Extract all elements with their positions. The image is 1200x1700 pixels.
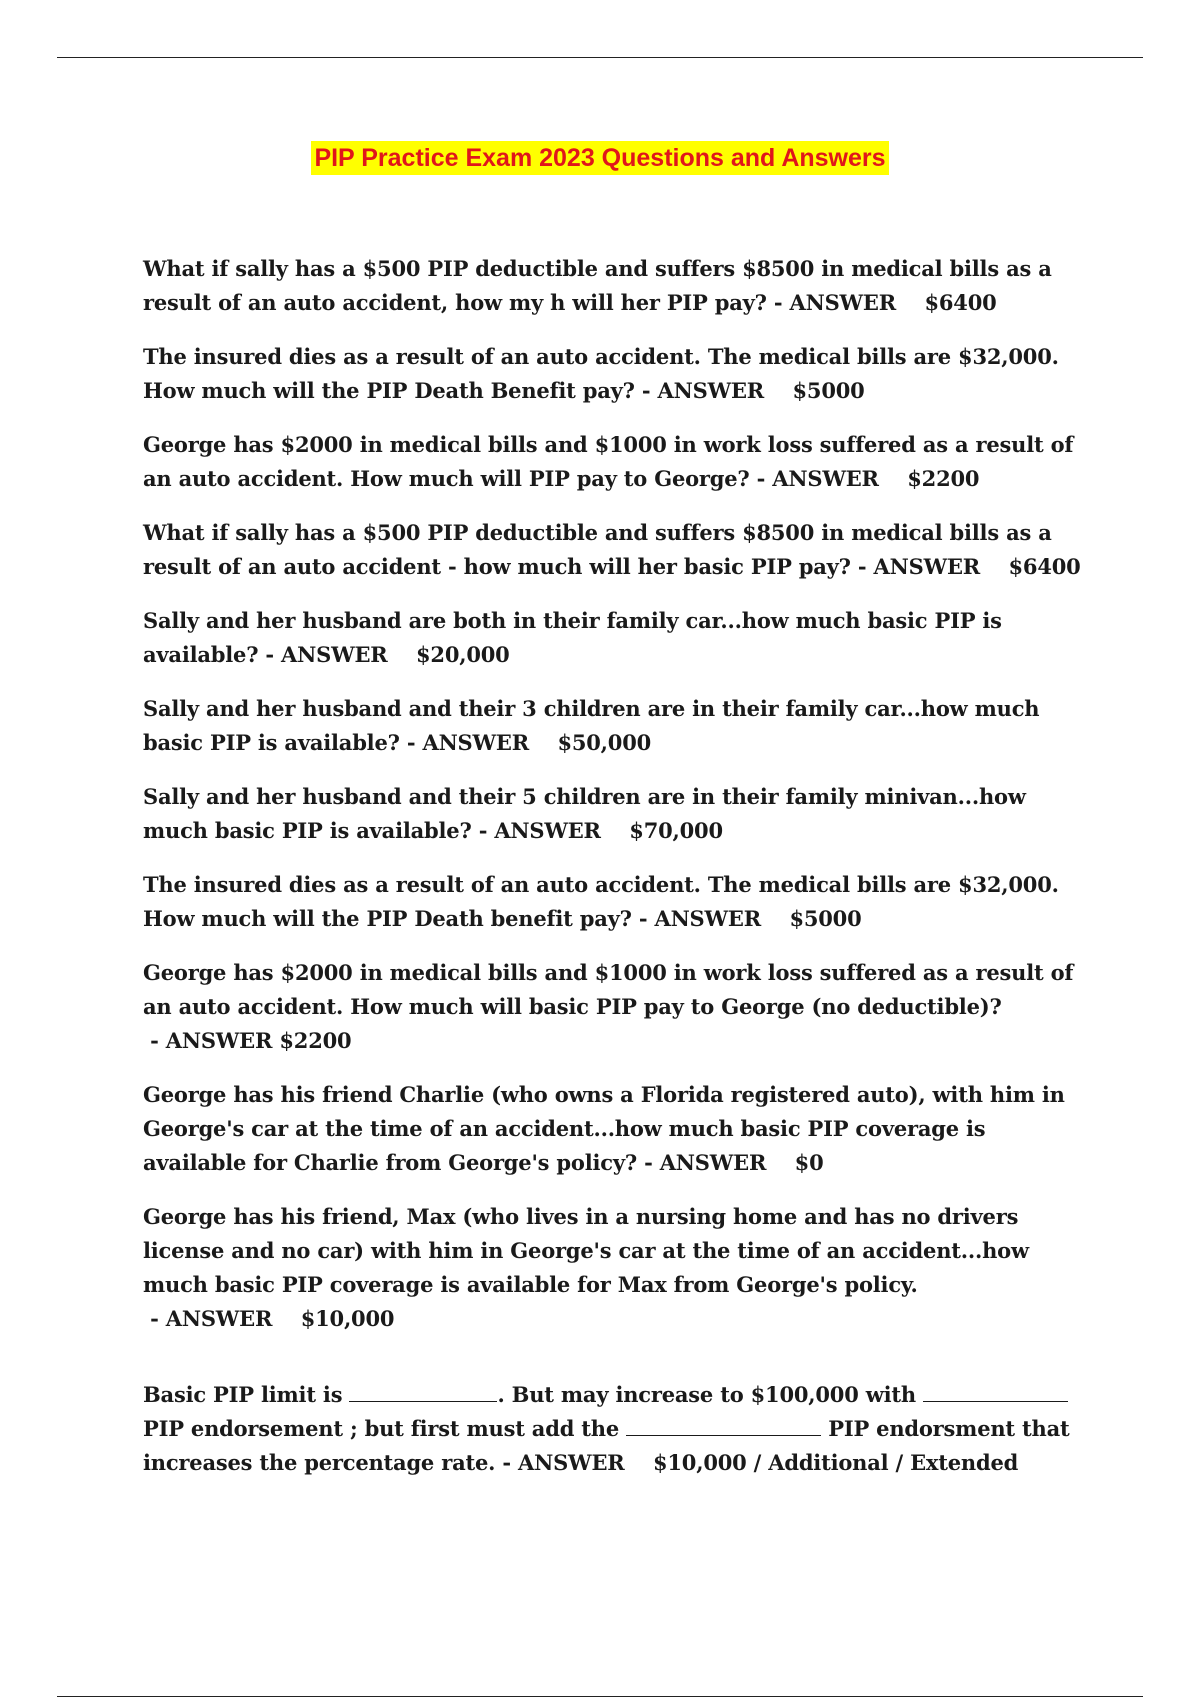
answer-marker: - ANSWER: [471, 818, 601, 843]
answer-text: [388, 642, 510, 667]
question-text-part: PIP endorsment that increases the percentage rate.: [143, 1416, 1070, 1475]
qa-item: [143, 692, 1093, 760]
qa-item: [143, 956, 1093, 1058]
qa-item: [143, 428, 1093, 496]
blank-line: [626, 1415, 821, 1436]
answer-value: $20,000: [416, 642, 510, 667]
answer-text: [601, 818, 723, 843]
answer-marker: - ANSWER: [766, 290, 896, 315]
qa-item: [143, 868, 1093, 936]
question-text: Sally and her husband are both in their family car...how much basic PIP is available?: [143, 608, 1002, 667]
answer-value: $6400: [924, 290, 997, 315]
answer-text: [529, 730, 651, 755]
question-text-part: PIP endorsement ; but first must add the: [143, 1416, 627, 1441]
qa-item: [143, 780, 1093, 848]
question-text: What if sally has a $500 PIP deductible and suffers $8500 in medical bills as a result of an auto accident, how my h will her PIP pay?: [143, 256, 1052, 315]
document-title: PIP Practice Exam 2023 Questions and Answers: [311, 141, 888, 175]
answer-value: $6400: [1008, 554, 1081, 579]
answer-text: [879, 466, 980, 491]
answer-value: $5000: [792, 378, 865, 403]
qa-item: [143, 604, 1093, 672]
question-text-part: Basic PIP limit is: [143, 1382, 350, 1407]
question-text: What if sally has a $500 PIP deductible and suffers $8500 in medical bills as a result of an auto accident - how much will her basic PIP pay?: [143, 520, 1052, 579]
answer-text: [766, 1150, 823, 1175]
question-text-part: . But may increase to $100,000 with: [497, 1382, 924, 1407]
qa-item: [143, 516, 1093, 584]
answer-marker: - ANSWER: [636, 1150, 767, 1175]
answer-value: $0: [794, 1150, 824, 1175]
question-text: George has his friend, Max (who lives in a nursing home and has no drivers license and no car) with him in George's car at the time of an accident...how much basic PIP coverage is available for Max from George's policy.: [143, 1204, 1029, 1297]
answer-marker: - ANSWER: [143, 1306, 273, 1331]
question-text: The insured dies as a result of an auto accident. The medical bills are $32,000. How much will the PIP Death Benefit pay?: [143, 344, 1059, 403]
question-text: George has $2000 in medical bills and $1000 in work loss suffered as a result of an auto accident. How much will basic PIP pay to George (no deductible)?: [143, 960, 1074, 1019]
question-text: Sally and her husband and their 3 children are in their family car...how much basic PIP is available?: [143, 696, 1040, 755]
answer-text: [761, 906, 862, 931]
answer-marker: - ANSWER: [850, 554, 981, 579]
qa-item: [143, 340, 1093, 408]
question-text: Sally and her husband and their 5 children are in their family minivan...how much basic PIP is available?: [143, 784, 1026, 843]
blank-line: [349, 1381, 497, 1402]
answer-marker: - ANSWER: [634, 378, 765, 403]
qa-item: [143, 1200, 1093, 1336]
bottom-rule: [57, 1696, 1143, 1697]
blank-line: [923, 1381, 1068, 1402]
answer-value: $10,000 / Additional / Extended: [652, 1450, 1019, 1475]
answer-value: $2200: [907, 466, 980, 491]
answer-text: [896, 290, 997, 315]
answer-value: $70,000: [629, 818, 723, 843]
answer-marker: - ANSWER: [143, 1028, 273, 1053]
qa-item: [143, 252, 1093, 320]
answer-value: $5000: [789, 906, 862, 931]
answer-text: [764, 378, 865, 403]
answer-text: [272, 1306, 394, 1331]
question-text: George has $2000 in medical bills and $1000 in work loss suffered as a result of an auto accident. How much will PIP pay to George?: [143, 432, 1074, 491]
answer-marker: - ANSWER: [258, 642, 388, 667]
question-text: George has his friend Charlie (who owns a Florida registered auto), with him in George's car at the time of an accident...how much basic PIP coverage is available for Charlie from George's policy?: [143, 1082, 1065, 1175]
question-text: The insured dies as a result of an auto accident. The medical bills are $32,000. How much will the PIP Death benefit pay?: [143, 872, 1059, 931]
answer-text: [980, 554, 1081, 579]
qa-list: [143, 252, 1093, 1356]
qa-item: [143, 1078, 1093, 1180]
answer-marker: - ANSWER: [749, 466, 879, 491]
title-container: [0, 141, 1200, 175]
answer-value: $50,000: [557, 730, 652, 755]
answer-value: $2200: [279, 1028, 352, 1053]
answer-marker: - ANSWER: [495, 1450, 625, 1475]
qa-item-fill-in-blank: [143, 1378, 1093, 1480]
answer-text: [625, 1450, 1019, 1475]
top-rule: [57, 57, 1143, 58]
answer-marker: - ANSWER: [399, 730, 529, 755]
answer-marker: - ANSWER: [631, 906, 761, 931]
answer-value: $10,000: [300, 1306, 395, 1331]
